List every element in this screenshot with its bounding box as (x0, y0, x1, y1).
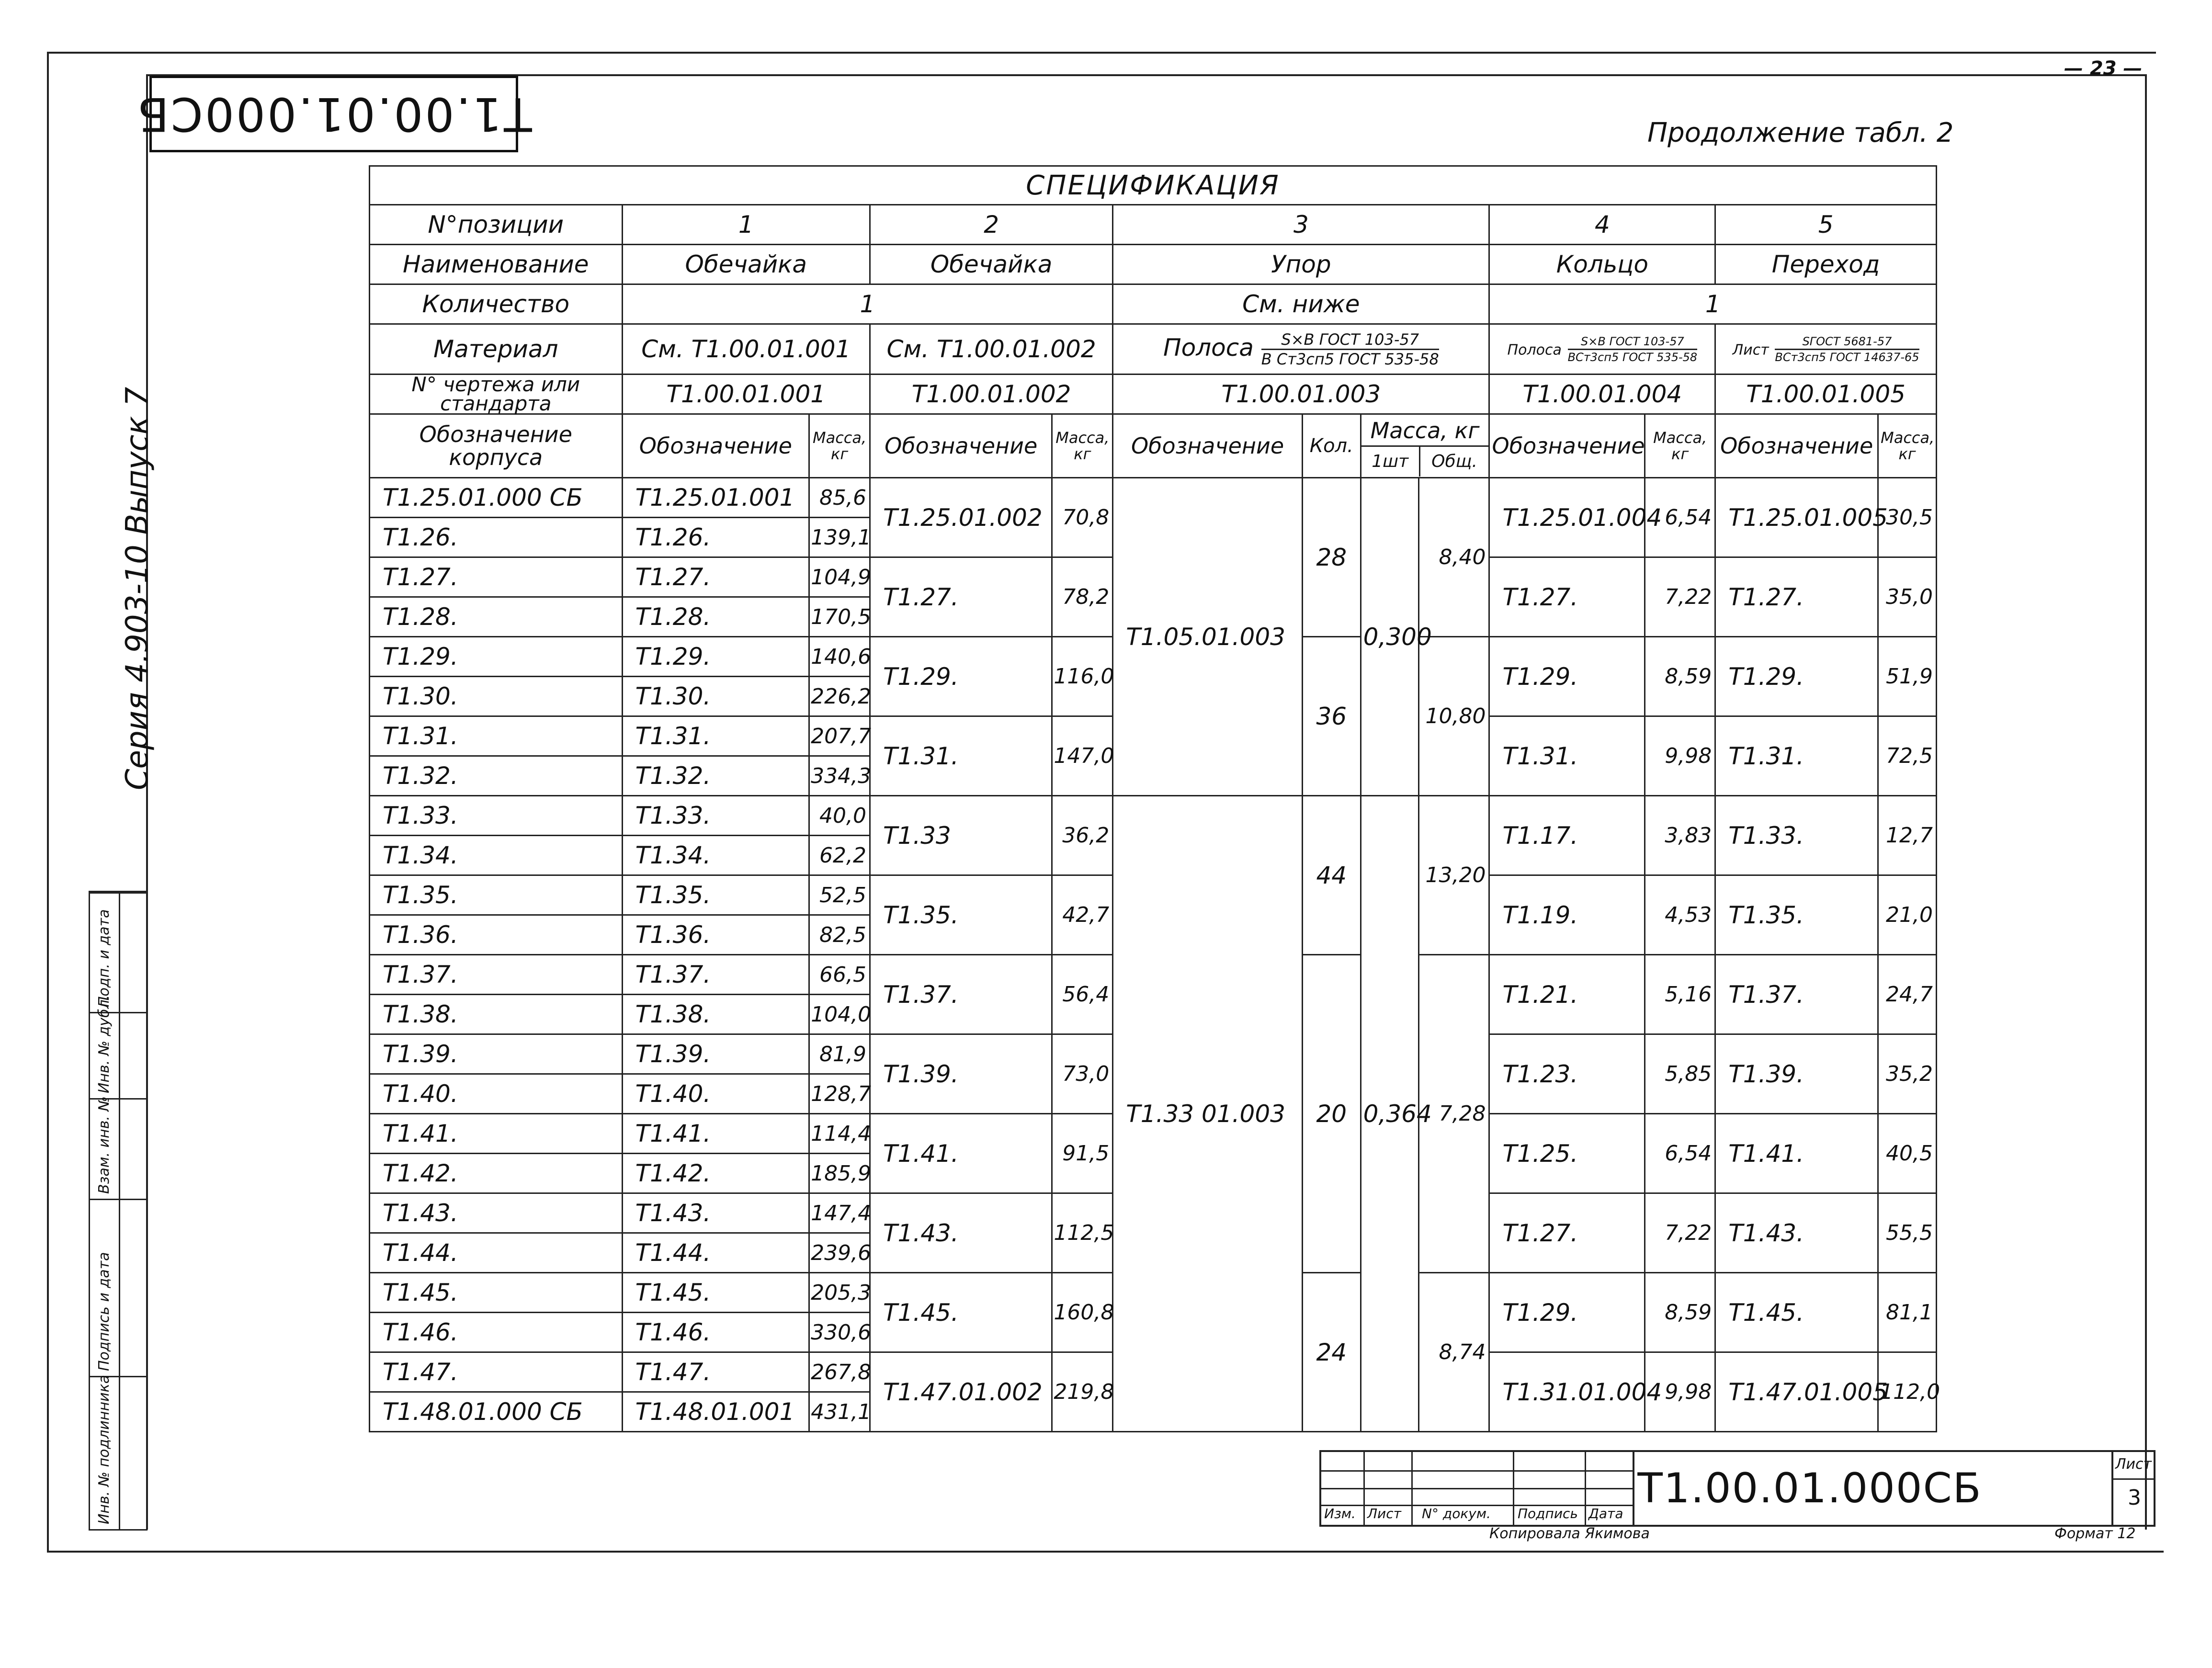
shell2-designation: Т1.47.01.002 (870, 1352, 1052, 1432)
transition-designation: Т1.25.01.005 (1715, 478, 1878, 557)
shell1-mass: 185,9 (809, 1154, 870, 1193)
shell1-designation: Т1.42. (622, 1154, 809, 1193)
transition-designation: Т1.43. (1715, 1193, 1878, 1273)
shell2-mass: 91,5 (1052, 1114, 1113, 1193)
ring-designation: Т1.29. (1489, 637, 1645, 716)
stop-mass-1pc: 0,300 (1361, 478, 1419, 796)
shell2-designation: Т1.33 (870, 796, 1052, 875)
shell1-mass: 62,2 (809, 836, 870, 875)
stop-mass-total: 10,80 (1419, 637, 1489, 796)
transition-mass: 55,5 (1878, 1193, 1937, 1273)
transition-mass: 21,0 (1878, 875, 1937, 955)
pos-2: 2 (870, 205, 1112, 245)
qty-4-5: 1 (1489, 284, 1937, 324)
transition-mass: 40,5 (1878, 1114, 1937, 1193)
shell1-mass: 114,4 (809, 1114, 870, 1154)
shell1-designation: Т1.37. (622, 955, 809, 995)
shell2-mass: 73,0 (1052, 1034, 1113, 1114)
bottom-rule (47, 1551, 2164, 1553)
body-designation: Т1.30. (370, 677, 623, 716)
body-designation: Т1.41. (370, 1114, 623, 1154)
ring-designation: Т1.19. (1489, 875, 1645, 955)
strip-label-3: Взам. инв. № (96, 1096, 113, 1194)
title-block (1319, 1450, 2155, 1527)
sheet-box (2111, 1452, 2155, 1525)
ring-mass: 3,83 (1645, 796, 1715, 875)
body-designation: Т1.39. (370, 1034, 623, 1074)
hdr-mass-1: Масса, кг (809, 414, 870, 478)
shell1-mass: 40,0 (809, 796, 870, 836)
sheet-label: Лист (2115, 1456, 2152, 1473)
ring-mass: 8,59 (1645, 1273, 1715, 1352)
hdr-desig-3: Обозначение (1113, 414, 1303, 478)
tb-label-date: Дата (1588, 1506, 1623, 1521)
hdr-mass-4: Масса, кг (1645, 414, 1715, 478)
ring-designation: Т1.21. (1489, 955, 1645, 1034)
shell1-mass: 147,4 (809, 1193, 870, 1233)
stop-mass-total: 7,28 (1419, 955, 1489, 1273)
stop-designation: Т1.05.01.003 (1113, 478, 1303, 796)
hdr-mass-2: Масса, кг (1052, 414, 1113, 478)
transition-mass: 35,2 (1878, 1034, 1937, 1114)
shell1-mass: 139,1 (809, 518, 870, 557)
shell1-mass: 207,7 (809, 716, 870, 756)
strip-label-1: Инв. № подлинника (96, 1374, 113, 1524)
ring-designation: Т1.25. (1489, 1114, 1645, 1193)
shell1-designation: Т1.39. (622, 1034, 809, 1074)
body-designation: Т1.47. (370, 1352, 623, 1392)
transition-mass: 51,9 (1878, 637, 1937, 716)
body-designation: Т1.29. (370, 637, 623, 677)
transition-mass: 24,7 (1878, 955, 1937, 1034)
transition-mass: 35,0 (1878, 557, 1937, 637)
ring-designation: Т1.29. (1489, 1273, 1645, 1352)
ring-mass: 6,54 (1645, 478, 1715, 557)
body-designation: Т1.28. (370, 597, 623, 637)
shell1-mass: 82,5 (809, 915, 870, 955)
body-designation: Т1.37. (370, 955, 623, 995)
shell1-mass: 81,9 (809, 1034, 870, 1074)
ring-mass: 7,22 (1645, 1193, 1715, 1273)
tb-label-doc: N° докум. (1422, 1506, 1491, 1521)
specification-table (369, 165, 1940, 1432)
pos-4: 4 (1489, 205, 1715, 245)
body-designation: Т1.27. (370, 557, 623, 597)
ring-mass: 5,85 (1645, 1034, 1715, 1114)
ring-mass: 8,59 (1645, 637, 1715, 716)
shell1-designation: Т1.26. (622, 518, 809, 557)
shell1-designation: Т1.44. (622, 1233, 809, 1273)
ring-designation: Т1.23. (1489, 1034, 1645, 1114)
drawing-3: Т1.00.01.003 (1113, 374, 1489, 414)
qty-3: См. ниже (1113, 284, 1489, 324)
stop-designation: Т1.33 01.003 (1113, 796, 1303, 1432)
material-4: Полоса $\frac{\text{S×B ГОСТ 103-57}}{\text{ВСт3сп5 ГОСТ 535-58}}$ (1489, 324, 1715, 374)
qty-1-2: 1 (622, 284, 1113, 324)
page-number: — 23 — (2064, 57, 2143, 79)
body-designation: Т1.44. (370, 1233, 623, 1273)
hdr-mass-3: Масса, кг 1шт Общ. (1361, 414, 1489, 478)
material-3: Полоса $\frac{\text{S×B ГОСТ 103-57}}{\text{В Ст3сп5 ГОСТ 535-58}}$ (1113, 324, 1489, 374)
continuation-note: Продолжение табл. 2 (1647, 117, 1954, 148)
hdr-desig-2: Обозначение (870, 414, 1052, 478)
transition-designation: Т1.45. (1715, 1273, 1878, 1352)
pos-5: 5 (1715, 205, 1937, 245)
material-label: Материал (370, 324, 623, 374)
drawing-5: Т1.00.01.005 (1715, 374, 1937, 414)
stop-qty: 44 (1302, 796, 1361, 955)
hdr-desig-4: Обозначение (1489, 414, 1645, 478)
body-designation: Т1.26. (370, 518, 623, 557)
sheet-number: 3 (2128, 1486, 2141, 1510)
hdr-qty-3: Кол. (1302, 414, 1361, 478)
stop-qty: 24 (1302, 1273, 1361, 1432)
shell2-mass: 116,0 (1052, 637, 1113, 716)
shell2-mass: 42,7 (1052, 875, 1113, 955)
strip-label-2: Подпись и дата (96, 1252, 113, 1371)
series-note: Серия 4.903-10 Выпуск 7 (120, 386, 155, 790)
transition-mass: 12,7 (1878, 796, 1937, 875)
tb-label-list: Лист (1367, 1506, 1401, 1521)
ring-mass: 9,98 (1645, 1352, 1715, 1432)
shell1-mass: 128,7 (809, 1074, 870, 1114)
pos-1: 1 (622, 205, 870, 245)
ring-mass: 7,22 (1645, 557, 1715, 637)
body-designation: Т1.33. (370, 796, 623, 836)
ring-mass: 6,54 (1645, 1114, 1715, 1193)
shell2-designation: Т1.39. (870, 1034, 1052, 1114)
ring-designation: Т1.31. (1489, 716, 1645, 796)
material-2: См. Т1.00.01.002 (870, 324, 1112, 374)
shell1-designation: Т1.27. (622, 557, 809, 597)
hdr-body: Обозначение корпуса (370, 414, 623, 478)
transition-designation: Т1.33. (1715, 796, 1878, 875)
shell1-mass: 140,6 (809, 637, 870, 677)
shell1-mass: 431,1 (809, 1392, 870, 1432)
shell1-designation: Т1.41. (622, 1114, 809, 1154)
shell1-mass: 205,3 (809, 1273, 870, 1313)
shell1-designation: Т1.33. (622, 796, 809, 836)
shell2-designation: Т1.35. (870, 875, 1052, 955)
shell2-designation: Т1.43. (870, 1193, 1052, 1273)
hdr-desig-5: Обозначение (1715, 414, 1878, 478)
body-designation: Т1.40. (370, 1074, 623, 1114)
transition-mass: 112,0 (1878, 1352, 1937, 1432)
transition-designation: Т1.29. (1715, 637, 1878, 716)
strip-label-4: Инв. № дубл. (96, 995, 113, 1093)
shell1-designation: Т1.38. (622, 995, 809, 1034)
name-label: Наименование (370, 245, 623, 284)
transition-mass: 30,5 (1878, 478, 1937, 557)
shell1-designation: Т1.35. (622, 875, 809, 915)
shell2-mass: 70,8 (1052, 478, 1113, 557)
stop-qty: 36 (1302, 637, 1361, 796)
shell1-designation: Т1.45. (622, 1273, 809, 1313)
body-designation: Т1.42. (370, 1154, 623, 1193)
shell1-designation: Т1.31. (622, 716, 809, 756)
shell2-designation: Т1.25.01.002 (870, 478, 1052, 557)
shell1-designation: Т1.48.01.001 (622, 1392, 809, 1432)
shell1-designation: Т1.36. (622, 915, 809, 955)
transition-mass: 81,1 (1878, 1273, 1937, 1352)
shell1-mass: 239,6 (809, 1233, 870, 1273)
name-1: Обечайка (622, 245, 870, 284)
body-designation: Т1.35. (370, 875, 623, 915)
transition-designation: Т1.39. (1715, 1034, 1878, 1114)
shell1-mass: 52,5 (809, 875, 870, 915)
shell1-designation: Т1.29. (622, 637, 809, 677)
transition-mass: 72,5 (1878, 716, 1937, 796)
body-designation: Т1.38. (370, 995, 623, 1034)
body-designation: Т1.31. (370, 716, 623, 756)
transition-designation: Т1.35. (1715, 875, 1878, 955)
shell2-mass: 147,0 (1052, 716, 1113, 796)
left-signature-strip (89, 891, 147, 1531)
body-designation: Т1.45. (370, 1273, 623, 1313)
shell1-designation: Т1.25.01.001 (622, 478, 809, 518)
body-designation: Т1.46. (370, 1313, 623, 1352)
transition-designation: Т1.41. (1715, 1114, 1878, 1193)
body-designation: Т1.25.01.000 СБ (370, 478, 623, 518)
shell1-designation: Т1.32. (622, 756, 809, 796)
ring-designation: Т1.25.01.004 (1489, 478, 1645, 557)
shell2-designation: Т1.27. (870, 557, 1052, 637)
qty-label: Количество (370, 284, 623, 324)
transition-designation: Т1.37. (1715, 955, 1878, 1034)
name-3: Упор (1113, 245, 1489, 284)
shell2-mass: 219,8 (1052, 1352, 1113, 1432)
hdr-desig-1: Обозначение (622, 414, 809, 478)
shell1-mass: 226,2 (809, 677, 870, 716)
hdr-mass-5: Масса, кг (1878, 414, 1937, 478)
name-5: Переход (1715, 245, 1937, 284)
transition-designation: Т1.47.01.005 (1715, 1352, 1878, 1432)
body-designation: Т1.36. (370, 915, 623, 955)
pos-3: 3 (1113, 205, 1489, 245)
ring-designation: Т1.27. (1489, 557, 1645, 637)
shell1-designation: Т1.47. (622, 1352, 809, 1392)
shell2-designation: Т1.37. (870, 955, 1052, 1034)
stop-mass-1pc: 0,364 (1361, 796, 1419, 1432)
transition-designation: Т1.27. (1715, 557, 1878, 637)
tb-label-izm: Изм. (1324, 1506, 1356, 1521)
stop-qty: 28 (1302, 478, 1361, 637)
top-stamp-text: Т1.00.01.000СБ (136, 87, 532, 141)
ring-designation: Т1.27. (1489, 1193, 1645, 1273)
format-note: Формат 12 (2054, 1525, 2136, 1542)
body-designation: Т1.34. (370, 836, 623, 875)
drawing-label: N° чертежа или стандарта (370, 374, 623, 414)
ring-designation: Т1.17. (1489, 796, 1645, 875)
strip-label-5: Подп. и дата (96, 909, 113, 1007)
shell1-mass: 66,5 (809, 955, 870, 995)
shell2-mass: 160,8 (1052, 1273, 1113, 1352)
table-row (370, 478, 1937, 518)
table-title: СПЕЦИФИКАЦИЯ (370, 166, 1937, 205)
drawing-2: Т1.00.01.002 (870, 374, 1112, 414)
name-4: Кольцо (1489, 245, 1715, 284)
shell1-designation: Т1.30. (622, 677, 809, 716)
tb-label-sign: Подпись (1518, 1506, 1578, 1521)
material-1: См. Т1.00.01.001 (622, 324, 870, 374)
stop-mass-total: 8,74 (1419, 1273, 1489, 1432)
drawing-4: Т1.00.01.004 (1489, 374, 1715, 414)
shell2-designation: Т1.29. (870, 637, 1052, 716)
shell1-mass: 104,0 (809, 995, 870, 1034)
material-5: Лист $\frac{\text{SГОСТ 5681-57}}{\text{ВСт3сп5 ГОСТ 14637-65}}$ (1715, 324, 1937, 374)
shell2-mass: 56,4 (1052, 955, 1113, 1034)
table-row (370, 796, 1937, 836)
title-block-doc-number: Т1.00.01.000СБ (1637, 1464, 1982, 1512)
shell2-designation: Т1.31. (870, 716, 1052, 796)
shell1-designation: Т1.40. (622, 1074, 809, 1114)
shell1-mass: 85,6 (809, 478, 870, 518)
top-stamp (136, 76, 532, 152)
drawing-1: Т1.00.01.001 (622, 374, 870, 414)
shell1-mass: 267,8 (809, 1352, 870, 1392)
shell2-mass: 112,5 (1052, 1193, 1113, 1273)
ring-mass: 9,98 (1645, 716, 1715, 796)
ring-mass: 5,16 (1645, 955, 1715, 1034)
transition-designation: Т1.31. (1715, 716, 1878, 796)
copied-by: Копировала Якимова (1489, 1525, 1650, 1542)
body-designation: Т1.32. (370, 756, 623, 796)
shell1-designation: Т1.46. (622, 1313, 809, 1352)
shell1-designation: Т1.43. (622, 1193, 809, 1233)
shell1-mass: 334,3 (809, 756, 870, 796)
shell2-designation: Т1.41. (870, 1114, 1052, 1193)
name-2: Обечайка (870, 245, 1112, 284)
shell1-mass: 170,5 (809, 597, 870, 637)
shell1-designation: Т1.28. (622, 597, 809, 637)
shell2-mass: 78,2 (1052, 557, 1113, 637)
body-designation: Т1.48.01.000 СБ (370, 1392, 623, 1432)
pos-label: N°позиции (370, 205, 623, 245)
ring-designation: Т1.31.01.004 (1489, 1352, 1645, 1432)
ring-mass: 4,53 (1645, 875, 1715, 955)
shell1-mass: 104,9 (809, 557, 870, 597)
shell1-mass: 330,6 (809, 1313, 870, 1352)
stop-mass-total: 8,40 (1419, 478, 1489, 637)
body-designation: Т1.43. (370, 1193, 623, 1233)
stop-qty: 20 (1302, 955, 1361, 1273)
shell2-designation: Т1.45. (870, 1273, 1052, 1352)
shell2-mass: 36,2 (1052, 796, 1113, 875)
shell1-designation: Т1.34. (622, 836, 809, 875)
stop-mass-total: 13,20 (1419, 796, 1489, 955)
